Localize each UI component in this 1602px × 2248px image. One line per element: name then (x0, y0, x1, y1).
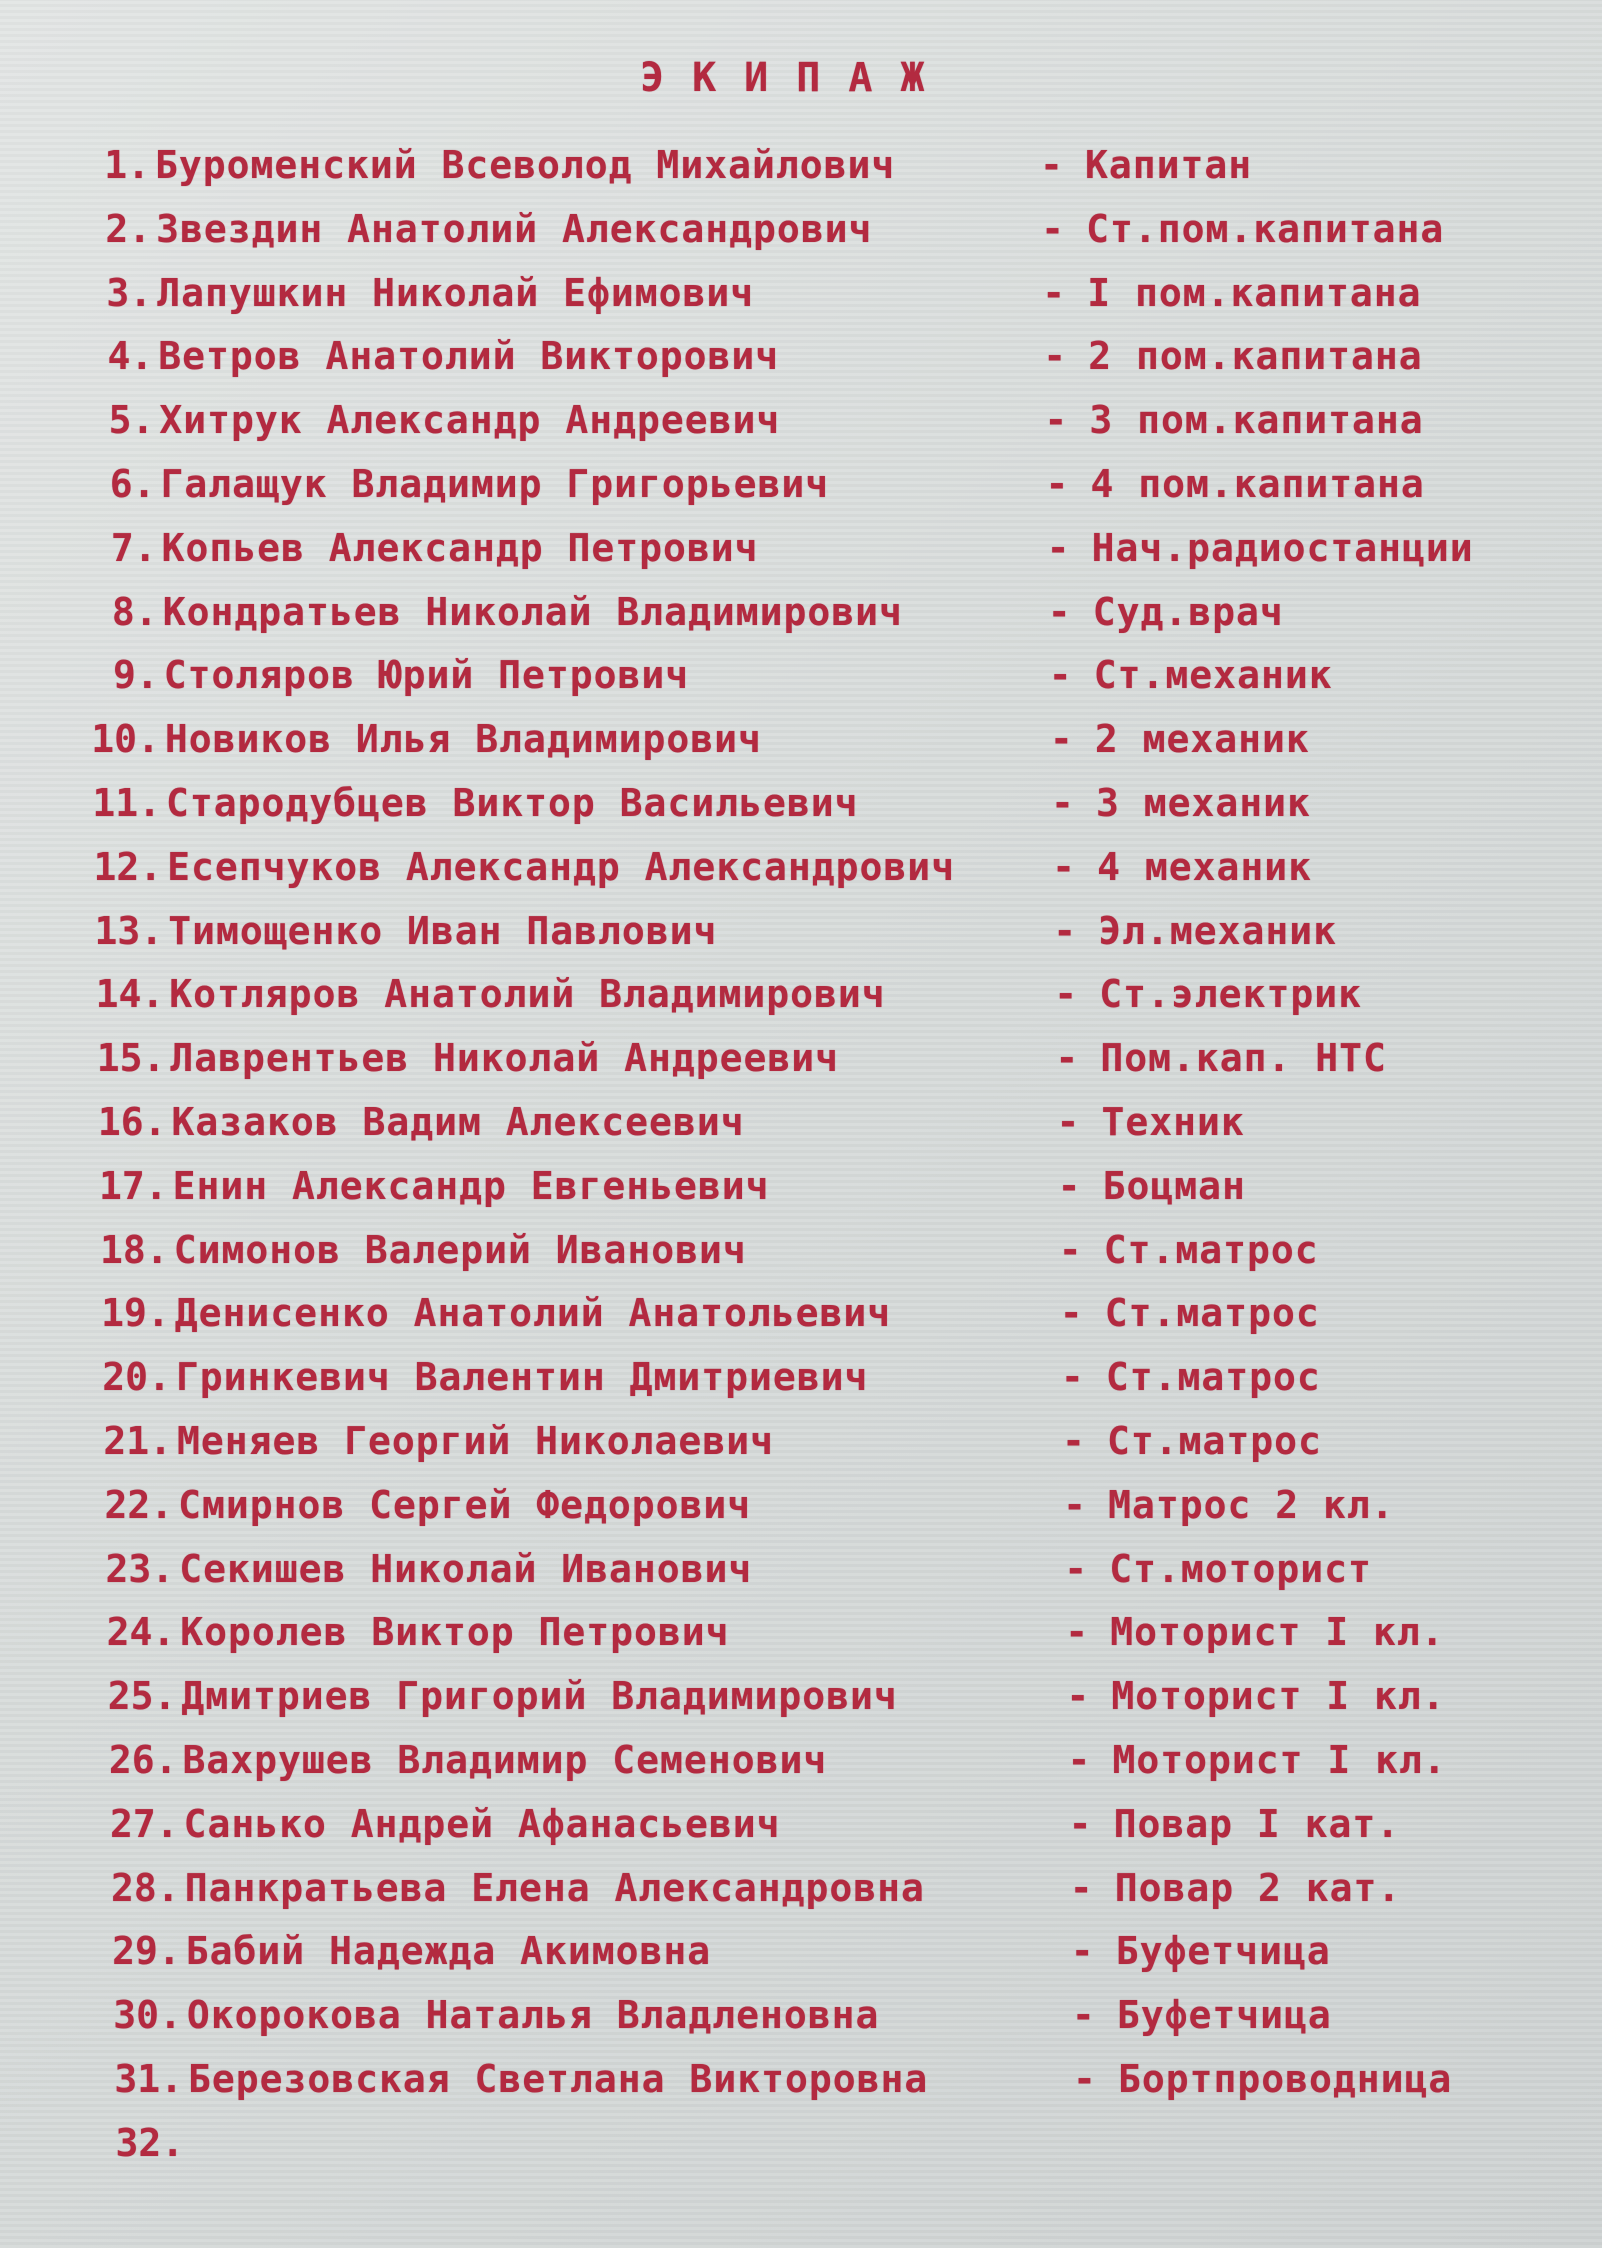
crew-name: Стародубцев Виктор Васильевич (166, 781, 859, 825)
crew-role: Эл.механик (1098, 908, 1337, 953)
dash-separator: - (1048, 653, 1072, 698)
crew-role: Буфетчица (1115, 1929, 1331, 1974)
crew-number: 26. (108, 1738, 178, 1782)
crew-number: 8. (111, 589, 158, 634)
crew-name: Березовская Светлана Викторовна (188, 2057, 929, 2101)
crew-name: Секишев Николай Иванович (179, 1546, 753, 1591)
crew-number: 31. (114, 2057, 183, 2101)
crew-role: Повар I кат. (1113, 1801, 1401, 1846)
crew-number: 5. (108, 398, 155, 443)
crew-row (0, 1475, 1602, 1535)
crew-role: Ст.пом.капитана (1086, 206, 1445, 251)
crew-row (0, 263, 1602, 323)
dash-separator: - (1068, 1801, 1092, 1846)
dash-separator: - (1073, 2057, 1096, 2101)
crew-row (0, 1347, 1602, 1407)
crew-row (0, 645, 1602, 705)
crew-role: 4 пом.капитана (1090, 462, 1425, 506)
crew-number: 29. (112, 1929, 181, 1974)
crew-name: Вахрушев Владимир Семенович (182, 1738, 828, 1782)
crew-role: 2 механик (1094, 717, 1310, 762)
crew-role: Моторист I кл. (1112, 1738, 1447, 1782)
crew-row (0, 1539, 1602, 1599)
crew-name: Смирнов Сергей Федорович (178, 1482, 752, 1527)
crew-role: Нач.радиостанции (1091, 525, 1474, 570)
dash-separator: - (1047, 589, 1071, 634)
crew-role: Капитан (1085, 143, 1253, 187)
crew-row (0, 1602, 1602, 1662)
crew-number: 9. (113, 653, 159, 698)
crew-name: Кондратьев Николай Владимирович (162, 589, 903, 634)
crew-role: Повар 2 кат. (1114, 1865, 1402, 1910)
dash-separator: - (1042, 270, 1066, 315)
crew-role: 3 пом.капитана (1089, 398, 1424, 443)
crew-row (0, 390, 1602, 450)
dash-separator: - (1069, 1865, 1093, 1910)
crew-name: Котляров Анатолий Владимирович (169, 972, 886, 1017)
crew-row (0, 964, 1602, 1024)
crew-number: 13. (94, 908, 164, 953)
dash-separator: - (1059, 1291, 1083, 1336)
crew-role: Боцман (1102, 1163, 1246, 1208)
crew-number: 6. (109, 462, 156, 506)
crew-row (0, 1858, 1602, 1918)
crew-row (0, 2113, 1602, 2173)
dash-separator: - (1067, 1738, 1091, 1782)
dash-separator: - (1045, 462, 1069, 506)
dash-separator: - (1053, 908, 1077, 953)
crew-number: 4. (107, 334, 154, 379)
crew-number: 30. (113, 1993, 182, 2038)
crew-row (0, 454, 1602, 514)
crew-row (0, 1092, 1602, 1152)
crew-name: Столяров Юрий Петрович (163, 653, 690, 698)
crew-number: 28. (111, 1865, 180, 1910)
crew-row (0, 1921, 1602, 1981)
dash-separator: - (1049, 717, 1073, 762)
crew-role: Пом.кап. НТС (1100, 1036, 1387, 1081)
crew-number: 15. (96, 1036, 166, 1081)
crew-role: I пом.капитана (1087, 270, 1422, 315)
crew-role: 2 пом.капитана (1088, 334, 1423, 379)
crew-number: 12. (93, 844, 163, 889)
dash-separator: - (1043, 334, 1067, 379)
crew-name: Копьев Александр Петрович (161, 525, 759, 570)
dash-separator: - (1070, 1929, 1094, 1974)
crew-number: 24. (106, 1610, 176, 1655)
crew-row (0, 1283, 1602, 1343)
dash-separator: - (1041, 206, 1064, 251)
crew-role: Матрос 2 кл. (1108, 1482, 1395, 1527)
crew-number: 2. (105, 206, 152, 251)
crew-row (0, 1985, 1602, 2045)
crew-row (0, 582, 1602, 642)
crew-number: 22. (104, 1482, 174, 1527)
crew-role: 3 механик (1096, 781, 1311, 825)
dash-separator: - (1044, 398, 1068, 443)
crew-row (0, 1156, 1602, 1216)
crew-role: Ст.электрик (1099, 972, 1362, 1017)
dash-separator: - (1055, 1036, 1079, 1081)
crew-role: Ст.матрос (1104, 1291, 1320, 1336)
page-title: ЭКИПАЖ (640, 55, 953, 101)
dash-separator: - (1066, 1674, 1090, 1719)
crew-role: Ст.моторист (1109, 1546, 1372, 1591)
crew-name: Енин Александр Евгеньевич (172, 1163, 770, 1208)
crew-row (0, 135, 1602, 195)
crew-name: Звездин Анатолий Александрович (156, 206, 873, 251)
crew-role: Ст.матрос (1107, 1419, 1322, 1463)
crew-name: Ветров Анатолий Викторович (158, 334, 780, 379)
crew-number: 16. (97, 1100, 167, 1144)
crew-role: Моторист I кл. (1110, 1610, 1445, 1655)
crew-number: 10. (91, 717, 160, 762)
crew-name: Меняев Георгий Николаевич (177, 1419, 774, 1463)
crew-row (0, 773, 1602, 833)
crew-number: 19. (101, 1291, 170, 1336)
crew-name: Буроменский Всеволод Михайлович (155, 143, 896, 187)
crew-row (0, 1730, 1602, 1790)
crew-role: 4 механик (1097, 844, 1312, 889)
crew-number: 17. (98, 1163, 168, 1208)
crew-name: Бабий Надежда Акимовна (185, 1929, 712, 1974)
crew-name: Лаврентьев Николай Андреевич (170, 1036, 839, 1081)
crew-name: Симонов Валерий Иванович (173, 1227, 747, 1272)
crew-role: Ст.матрос (1103, 1227, 1319, 1272)
crew-row (0, 1411, 1602, 1471)
crew-name: Хитрук Александр Андреевич (159, 398, 781, 443)
crew-row (0, 1794, 1602, 1854)
crew-role: Буфетчица (1116, 1993, 1332, 2038)
crew-role: Моторист I кл. (1111, 1674, 1446, 1719)
dash-separator: - (1057, 1163, 1081, 1208)
crew-row (0, 901, 1602, 961)
dash-separator: - (1052, 844, 1075, 889)
crew-name: Гринкевич Валентин Дмитриевич (175, 1355, 869, 1400)
crew-name: Дмитриев Григорий Владимирович (181, 1674, 898, 1719)
crew-number: 11. (92, 781, 161, 825)
crew-number: 23. (105, 1546, 175, 1591)
crew-name: Есепчуков Александр Александрович (167, 844, 956, 889)
crew-role: Бортпроводница (1118, 2057, 1453, 2101)
crew-row (0, 1666, 1602, 1726)
dash-separator: - (1071, 1993, 1095, 2038)
crew-number: 14. (95, 972, 165, 1017)
crew-row (0, 2049, 1602, 2109)
crew-name: Санько Андрей Афанасьевич (183, 1801, 781, 1846)
crew-number: 7. (110, 525, 157, 570)
dash-separator: - (1060, 1355, 1084, 1400)
dash-separator: - (1054, 972, 1078, 1017)
crew-row (0, 709, 1602, 769)
dash-separator: - (1063, 1482, 1086, 1527)
crew-number: 18. (100, 1227, 169, 1272)
dash-separator: - (1064, 1546, 1088, 1591)
dash-separator: - (1062, 1419, 1085, 1463)
crew-row (0, 326, 1602, 386)
crew-name: Лапушкин Николай Ефимович (157, 270, 755, 315)
crew-name: Галащук Владимир Григорьевич (160, 462, 830, 506)
crew-number: 25. (107, 1674, 177, 1719)
dash-separator: - (1051, 781, 1074, 825)
crew-row (0, 1028, 1602, 1088)
crew-name: Окорокова Наталья Владленовна (186, 1993, 880, 2038)
crew-number: 1. (104, 143, 150, 187)
crew-number: 32. (115, 2120, 185, 2165)
crew-row (0, 837, 1602, 897)
crew-row (0, 199, 1602, 259)
crew-name: Новиков Илья Владимирович (164, 717, 762, 762)
dash-separator: - (1058, 1227, 1082, 1272)
crew-name: Казаков Вадим Алексеевич (171, 1100, 745, 1144)
crew-number: 3. (106, 270, 153, 315)
crew-row (0, 518, 1602, 578)
dash-separator: - (1046, 525, 1070, 570)
crew-number: 20. (102, 1355, 171, 1400)
crew-number: 21. (103, 1419, 172, 1463)
crew-number: 27. (109, 1801, 179, 1846)
crew-role: Суд.врач (1092, 589, 1284, 634)
crew-name: Тимощенко Иван Павлович (168, 908, 718, 953)
crew-name: Королев Виктор Петрович (180, 1610, 730, 1655)
crew-name: Панкратьева Елена Александровна (184, 1865, 925, 1910)
dash-separator: - (1065, 1610, 1089, 1655)
crew-row (0, 1220, 1602, 1280)
crew-role: Ст.матрос (1105, 1355, 1321, 1400)
crew-role: Техник (1101, 1100, 1245, 1144)
crew-name: Денисенко Анатолий Анатольевич (174, 1291, 892, 1336)
dash-separator: - (1040, 143, 1063, 187)
dash-separator: - (1056, 1100, 1080, 1144)
crew-role: Ст.механик (1093, 653, 1333, 698)
